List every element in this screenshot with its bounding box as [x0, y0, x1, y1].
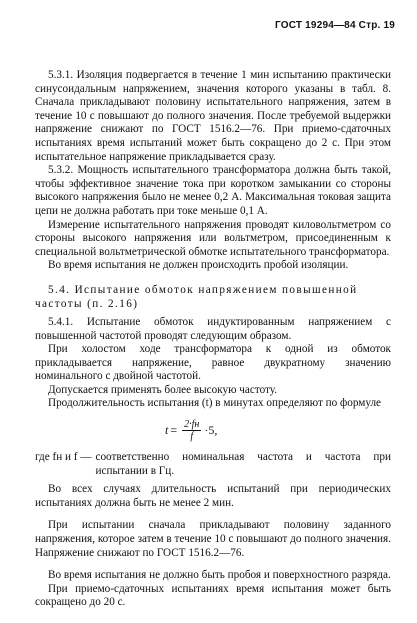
formula-legend-desc: соответственно номинальная частота и частота при испытании в Гц. — [95, 451, 391, 477]
paragraph-5-3-2: 5.3.2. Мощность испытательного трансформатора должна быть такой, чтобы эффективное значение тока при коротком замыкании со стороны высокого напряжения было не менее 0,2 А. Максимальная токовая защита цепи не должна работать при токе меньше 0,1 А. — [35, 164, 391, 217]
paragraph-5-4-1: 5.4.1. Испытание обмоток индуктированным напряжением с повышенной частотой проводят следующим образом. — [35, 315, 391, 342]
paragraph-higher-frequency: Допускается применять более высокую частоту. — [48, 383, 278, 396]
formula-legend-term: где fн и f — — [35, 451, 92, 464]
paragraph-no-load: При холостом ходе трансформатора к одной из обмоток прикладывается напряжение, равное двукратному значению номинального с двойной частотой. — [35, 343, 391, 383]
formula-equals: = — [170, 422, 178, 437]
duration-formula — [165, 419, 217, 442]
formula-numerator: 2·fн — [184, 419, 200, 431]
paragraph-no-breakdown: Во время испытания не должен происходить пробой изоляции. — [48, 259, 349, 272]
paragraph-acceptance-time: При приемо-сдаточных испытаниях время испытания может быть сокращено до 20 с. — [35, 582, 391, 609]
formula-rhs: ·5, — [204, 422, 218, 437]
formula-legend — [35, 451, 391, 478]
formula-block — [35, 413, 391, 451]
formula-lhs: t — [165, 422, 169, 437]
body-text — [35, 69, 391, 610]
paragraph-measurement: Измерение испытательного напряжения проводят киловольтметром со стороны высокого напряжения или вольтметром, присоединенным к специальной вольтметрической обмотке испытательного трансформатора. — [35, 218, 391, 258]
running-head: ГОСТ 19294—84 Стр. 19 — [275, 20, 395, 31]
formula-denominator: f — [190, 431, 194, 443]
paragraph-5-3-1: 5.3.1. Изоляция подвергается в течение 1 мин испытанию практически синусоидальным напряжением, значения которого указаны в табл. 8. Сначала прикладывают половину испытательного напряжения, затем в течение 10 с повышают до полного значения. После требуемой выдержки напряжение снижают по ГОСТ 1516.2—76. При приемо-сдаточных испытаниях время испытаний может быть сокращено до 2 с. При этом испытательное напряжение прикладывается сразу. — [35, 69, 391, 163]
paragraph-half-voltage: При испытании сначала прикладывают половину заданного напряжения, которое затем в течение 10 с повышают до полного значения. Напряжение снижают по ГОСТ 1516.2—76. — [35, 519, 391, 559]
section-heading-5-4 — [35, 283, 391, 311]
section-heading-line1: 5.4. Испытание обмоток напряжением повышенной — [48, 283, 358, 296]
formula-fraction — [182, 419, 201, 442]
paragraph-no-discharge: Во время испытания не должно быть пробоя и поверхностного разряда. — [48, 569, 391, 582]
paragraph-periodic: Во всех случаях длительность испытаний при периодических испытаниях должна быть не менее 2 мин. — [35, 483, 391, 509]
paragraph-duration: Продолжительность испытания (t) в минутах определяют по формуле — [48, 397, 382, 410]
section-heading-line2: частоты (п. 2.16) — [35, 297, 139, 310]
